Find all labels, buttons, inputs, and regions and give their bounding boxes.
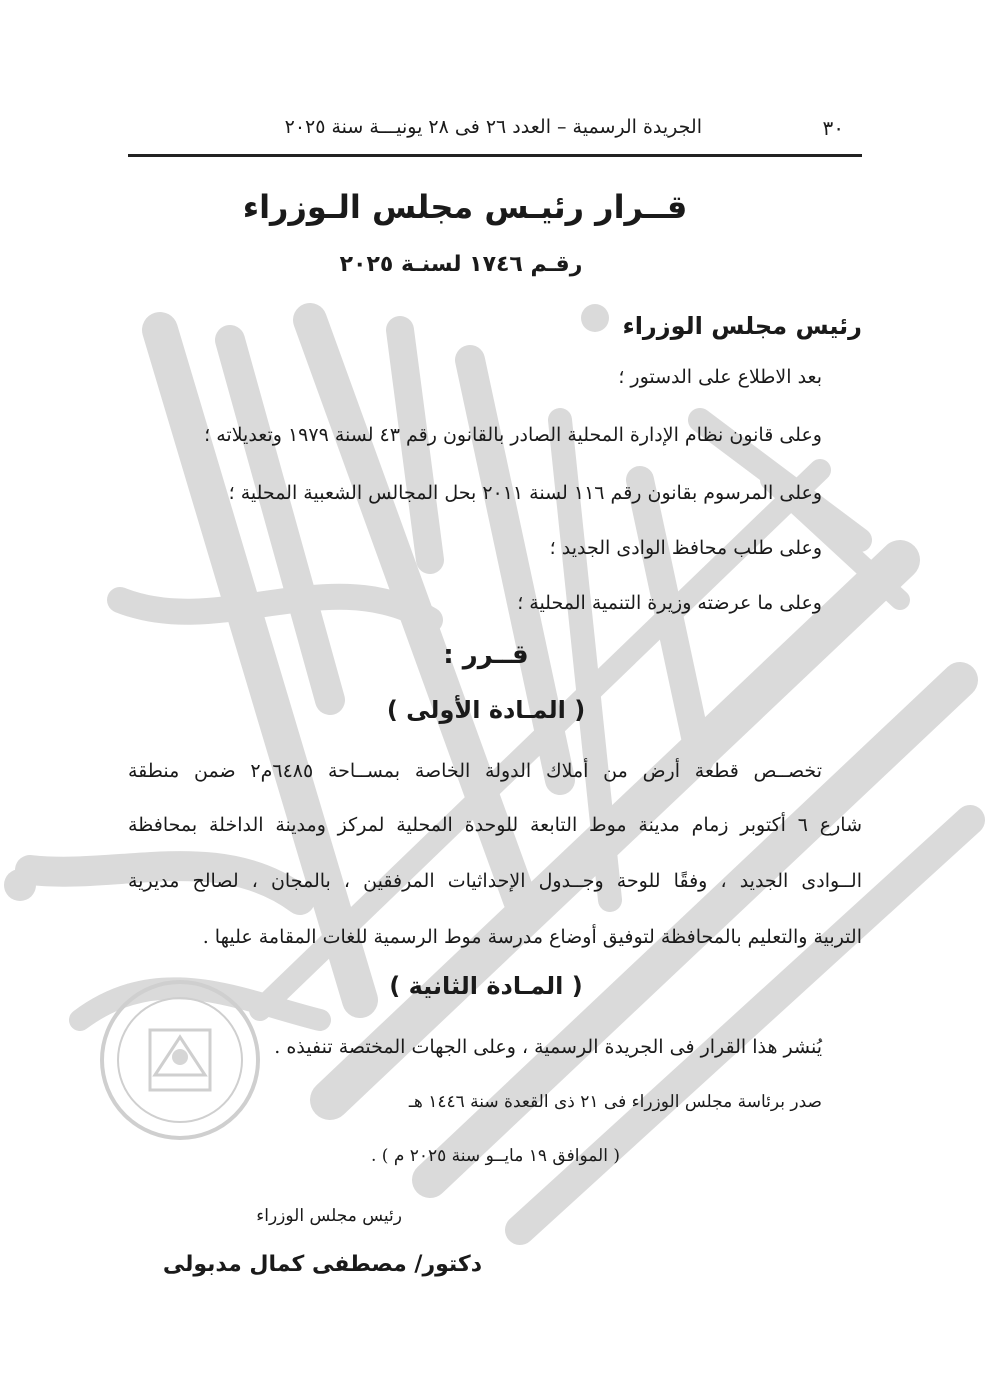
running-head: الجريدة الرسمية – العدد ٢٦ فى ٢٨ يونيـــة سنة ٢٠٢٥ [284,116,702,138]
corresponding-date: ( الموافق ١٩ مايــو سنة ٢٠٢٥ م ) . [370,1146,620,1166]
article-1-heading: ( المـادة الأولى ) [386,696,586,724]
signer-name: دكتور/ مصطفى كمال مدبولى [162,1252,482,1277]
preamble-line: وعلى قانون نظام الإدارة المحلية الصادر بالقانون رقم ٤٣ لسنة ١٩٧٩ وتعديلاته ؛ [204,424,822,446]
article-1-line: تخصــص قطعة أرض من أملاك الدولة الخاصة بمســاحة ٦٤٨٥م٢ ضمن منطقة [128,760,822,782]
signer-title: رئيس مجلس الوزراء [256,1206,402,1226]
issued-date: صدر برئاسة مجلس الوزراء فى ٢١ ذى القعدة سنة ١٤٤٦ هـ [408,1092,822,1112]
article-2-heading: ( المـادة الثانية ) [389,972,583,1000]
decree-title: قــرار رئيـس مجلس الـوزراء [242,188,688,226]
page-number: ٣٠ [822,116,844,140]
decided-heading: قــرر : [443,640,529,670]
preamble-line: وعلى طلب محافظ الوادى الجديد ؛ [549,537,822,559]
page-header [128,112,862,157]
preamble-line: بعد الاطلاع على الدستور ؛ [618,366,822,388]
official-seal [95,975,265,1145]
article-1-line: التربية والتعليم بالمحافظة لتوفيق أوضاع مدرسة موط الرسمية للغات المقامة عليها . [202,926,862,948]
preamble-line: وعلى ما عرضته وزيرة التنمية المحلية ؛ [517,592,822,614]
decree-number: رقـم ١٧٤٦ لسنـة ٢٠٢٥ [339,252,583,277]
article-2-text: يُنشر هذا القرار فى الجريدة الرسمية ، وعلى الجهات المختصة تنفيذه . [274,1036,822,1058]
article-1-line: الــوادى الجديد ، وفقًا للوحة وجــدول الإحداثيات المرفقين ، بالمجان ، لصالح مديرية [128,870,862,892]
article-1-line: شارع ٦ أكتوبر زمام مدينة موط التابعة للوحدة المحلية لمركز ومدينة الداخلة بمحافظة [128,814,862,836]
preamble-line: وعلى المرسوم بقانون رقم ١١٦ لسنة ٢٠١١ بحل المجالس الشعبية المحلية ؛ [228,482,822,504]
issuer-heading: رئيس مجلس الوزراء [622,312,862,340]
